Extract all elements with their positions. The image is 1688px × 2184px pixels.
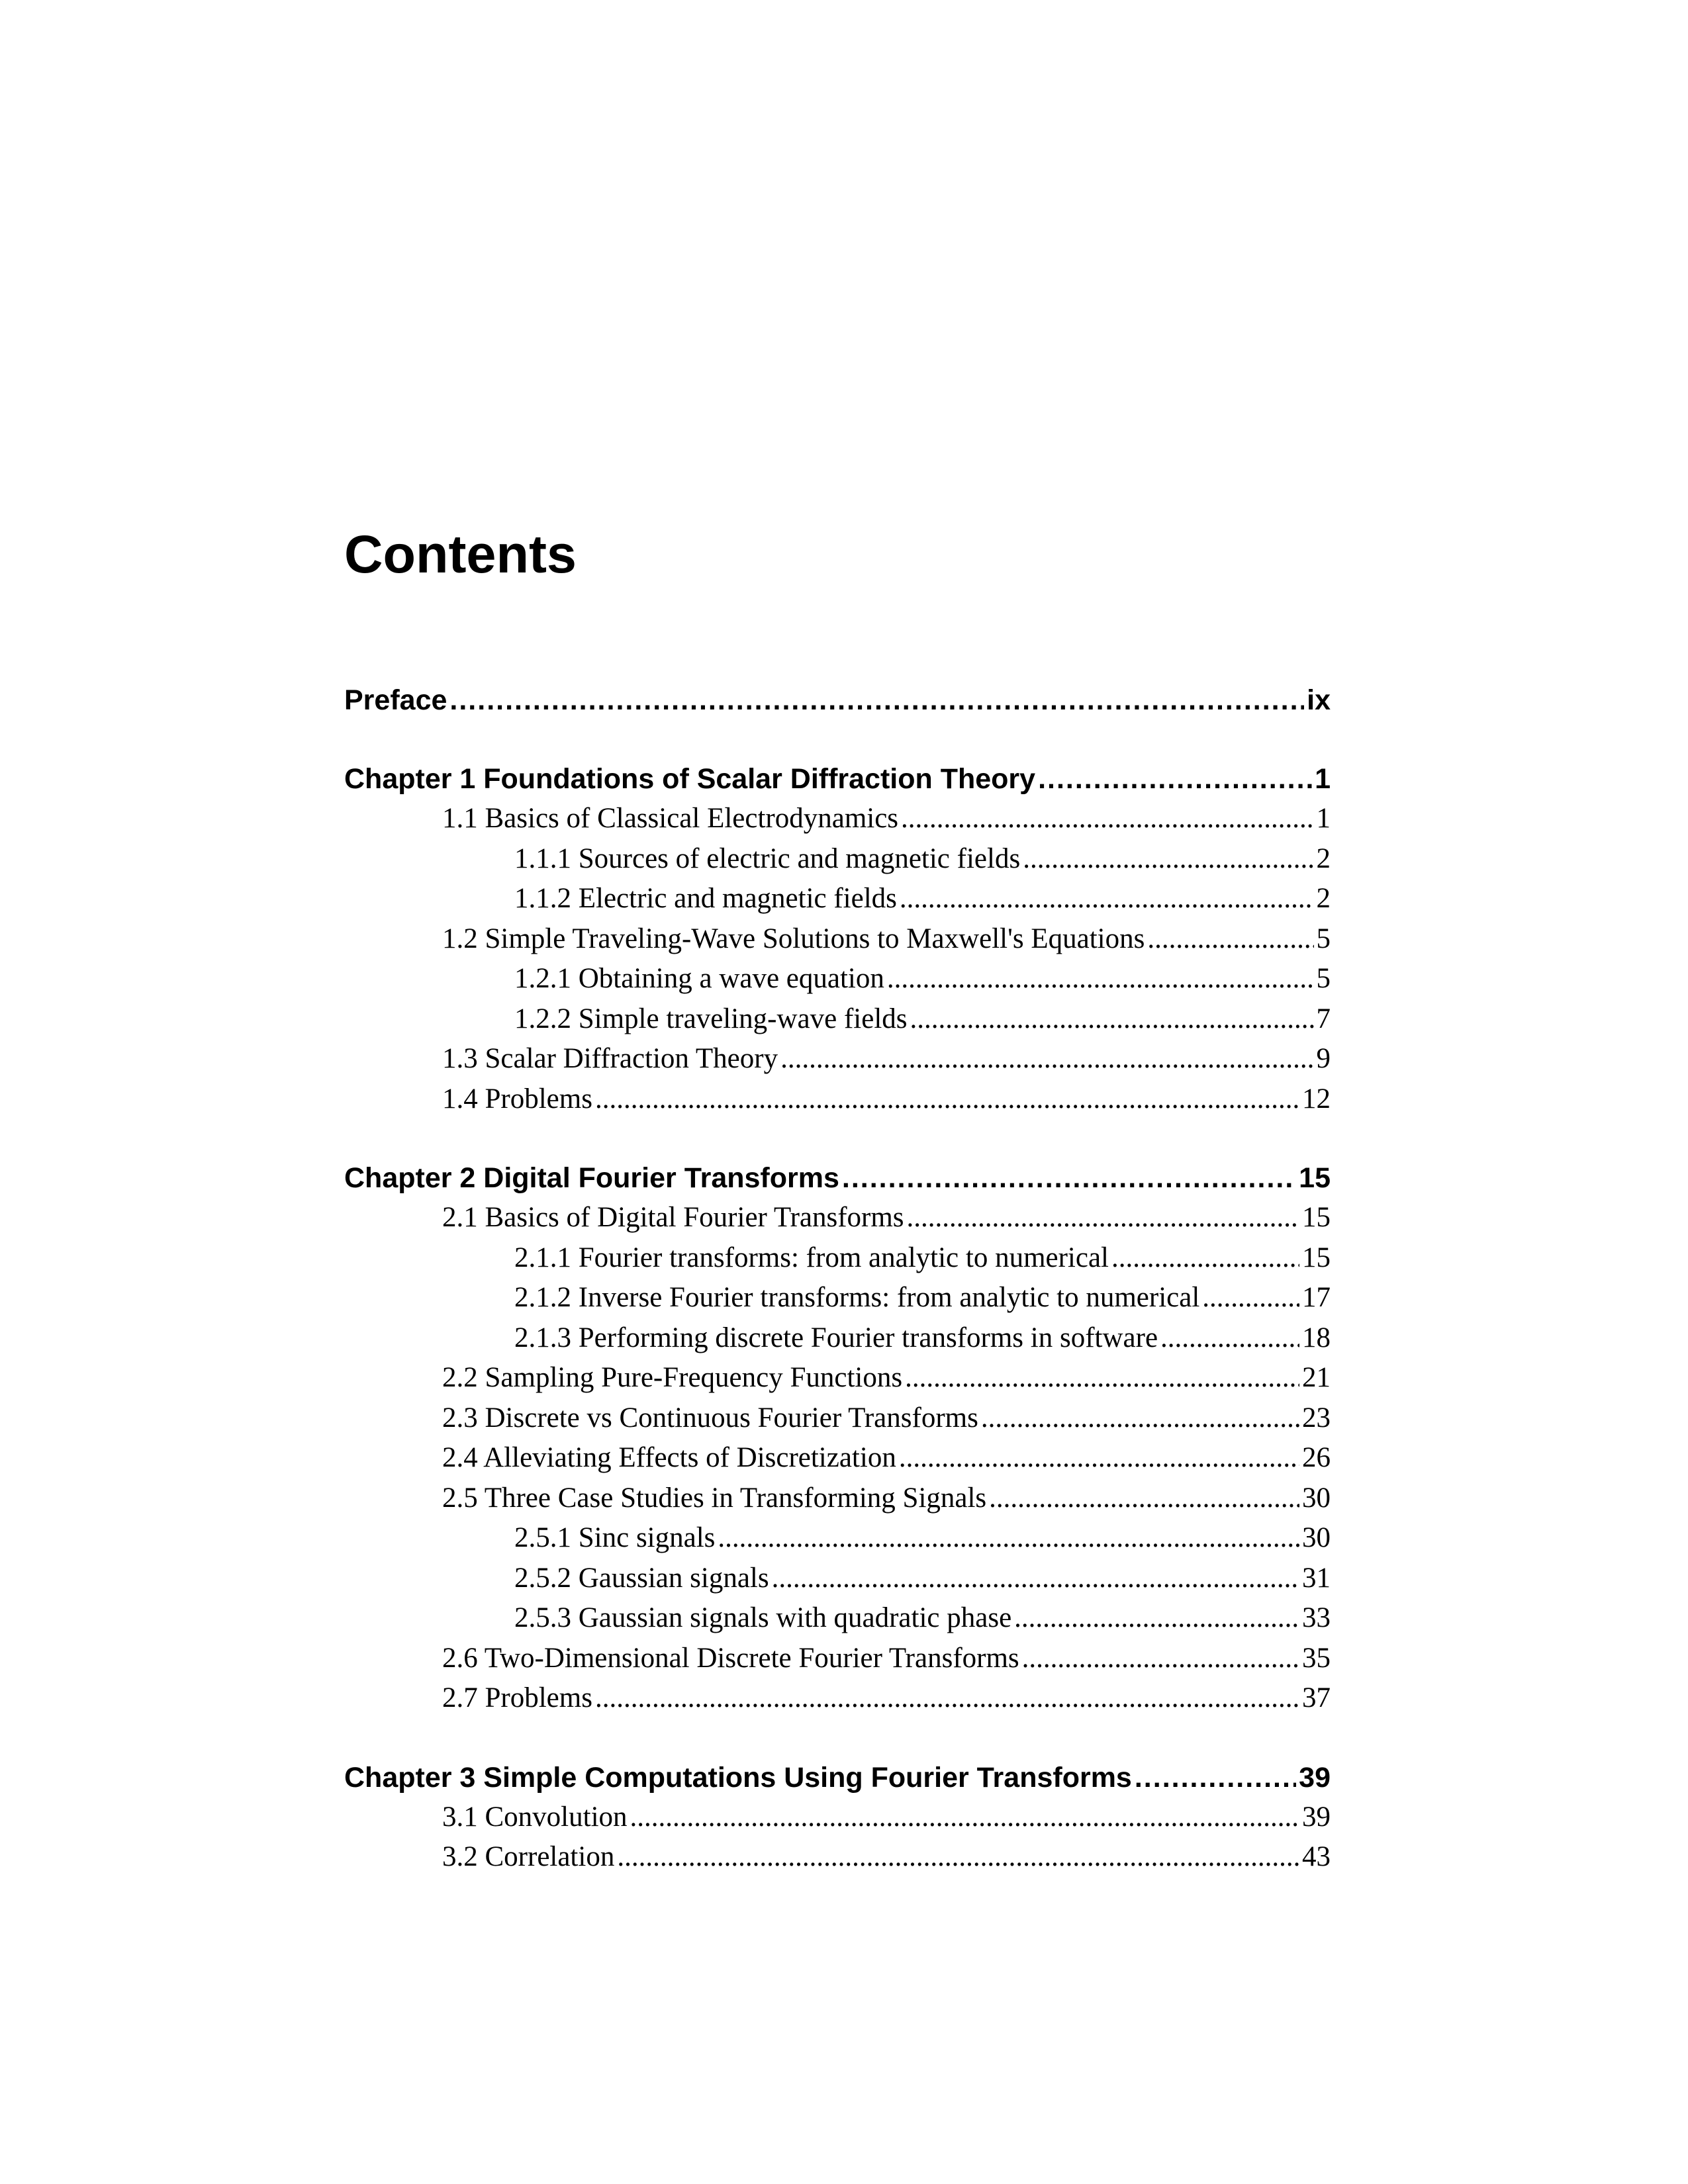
dot-leader xyxy=(1160,1318,1299,1359)
toc-entry-title: 2.1.1 Fourier transforms: from analytic to numerical xyxy=(514,1242,1109,1273)
toc-subsection-2-5-3[interactable] xyxy=(344,1598,1331,1639)
toc-entry-title: 3.2 Correlation xyxy=(442,1841,615,1872)
dot-leader xyxy=(1202,1278,1299,1318)
dot-leader xyxy=(900,879,1314,919)
dot-leader xyxy=(887,959,1314,999)
toc-subsection-1-1-2[interactable] xyxy=(344,879,1331,919)
dot-leader xyxy=(1147,919,1313,960)
dot-leader xyxy=(1014,1598,1299,1639)
dot-leader xyxy=(780,1039,1313,1079)
toc-entry-title: 2.3 Discrete vs Continuous Fourier Transforms xyxy=(442,1402,978,1433)
toc-entry-page: 30 xyxy=(1302,1482,1331,1514)
toc-entry-page: 2 xyxy=(1316,883,1331,914)
toc-subsection-2-5-1[interactable] xyxy=(344,1518,1331,1559)
toc-entry-title: 2.7 Problems xyxy=(442,1682,592,1713)
toc-entry-title: Preface xyxy=(344,684,447,716)
toc-subsection-1-2-1[interactable] xyxy=(344,959,1331,999)
toc-entry-page: 5 xyxy=(1316,963,1331,994)
toc-entry-page: 37 xyxy=(1302,1682,1331,1713)
toc-entry-page: 5 xyxy=(1316,923,1331,954)
toc-section-3-1[interactable] xyxy=(344,1797,1331,1838)
toc-entry-page: 1 xyxy=(1315,763,1331,795)
toc-entry-page: 12 xyxy=(1302,1083,1331,1115)
toc-entry-page: 15 xyxy=(1302,1202,1331,1233)
toc-entry-title: 3.1 Convolution xyxy=(442,1801,628,1833)
toc-entry-title: 1.2.1 Obtaining a wave equation xyxy=(514,963,884,994)
toc-chapter-2[interactable] xyxy=(344,1158,1331,1198)
dot-leader xyxy=(449,680,1304,720)
dot-leader xyxy=(630,1797,1299,1838)
toc-entry-page: 15 xyxy=(1299,1162,1331,1194)
toc-section-1-1[interactable] xyxy=(344,799,1331,839)
toc-section-2-6[interactable] xyxy=(344,1639,1331,1679)
dot-leader xyxy=(772,1559,1299,1599)
spacer xyxy=(344,1719,1331,1758)
toc-entry-title: Chapter 2 Digital Fourier Transforms xyxy=(344,1162,839,1194)
dot-leader xyxy=(842,1158,1296,1198)
toc-entry-page: 26 xyxy=(1302,1442,1331,1473)
toc-section-2-4[interactable] xyxy=(344,1438,1331,1479)
toc-subsection-2-1-2[interactable] xyxy=(344,1278,1331,1318)
toc-subsection-1-1-1[interactable] xyxy=(344,839,1331,880)
toc-entry-page: 17 xyxy=(1302,1282,1331,1313)
toc-section-2-5[interactable] xyxy=(344,1479,1331,1519)
toc-entry-title: 2.1 Basics of Digital Fourier Transforms xyxy=(442,1202,904,1233)
toc-entry-page: 39 xyxy=(1299,1761,1331,1794)
dot-leader xyxy=(1111,1238,1299,1279)
toc-entry-page: 31 xyxy=(1302,1562,1331,1594)
toc-chapter-3[interactable] xyxy=(344,1758,1331,1797)
toc-entry-page: 39 xyxy=(1302,1801,1331,1833)
toc-entry-page: 21 xyxy=(1302,1362,1331,1393)
toc-entry-title: Chapter 1 Foundations of Scalar Diffraction Theory xyxy=(344,763,1036,795)
toc-entry-page: 1 xyxy=(1316,803,1331,834)
toc-entry-page: 30 xyxy=(1302,1522,1331,1553)
dot-leader xyxy=(899,1438,1299,1479)
dot-leader xyxy=(595,1678,1299,1719)
spacer xyxy=(344,1119,1331,1158)
toc-entry-page: 43 xyxy=(1302,1841,1331,1872)
table-of-contents xyxy=(344,680,1331,1878)
toc-entry-page: 2 xyxy=(1316,842,1331,874)
toc-entry-title: 1.4 Problems xyxy=(442,1083,592,1115)
toc-entry-title: 1.1.1 Sources of electric and magnetic fields xyxy=(514,842,1021,874)
toc-subsection-2-1-1[interactable] xyxy=(344,1238,1331,1279)
dot-leader xyxy=(905,1358,1299,1398)
toc-entry-title: 2.5 Three Case Studies in Transforming Signals xyxy=(442,1482,987,1514)
dot-leader xyxy=(981,1398,1299,1439)
toc-entry-title: 2.5.1 Sinc signals xyxy=(514,1522,716,1553)
toc-section-1-4[interactable] xyxy=(344,1079,1331,1120)
dot-leader xyxy=(907,1198,1299,1238)
toc-entry-page: ix xyxy=(1307,684,1331,716)
dot-leader xyxy=(910,999,1314,1040)
toc-entry-title: 2.1.3 Performing discrete Fourier transforms in software xyxy=(514,1322,1158,1353)
toc-chapter-1[interactable] xyxy=(344,759,1331,799)
toc-section-2-1[interactable] xyxy=(344,1198,1331,1238)
dot-leader xyxy=(989,1479,1299,1519)
toc-entry-page: 35 xyxy=(1302,1642,1331,1674)
toc-entry-page: 15 xyxy=(1302,1242,1331,1273)
toc-entry-page: 18 xyxy=(1302,1322,1331,1353)
toc-section-1-2[interactable] xyxy=(344,919,1331,960)
page-title: Contents xyxy=(344,525,577,584)
toc-entry-title: 1.1 Basics of Classical Electrodynamics xyxy=(442,803,899,834)
toc-entry-title: 2.1.2 Inverse Fourier transforms: from analytic to numerical xyxy=(514,1282,1200,1313)
toc-entry-title: Chapter 3 Simple Computations Using Fourier Transforms xyxy=(344,1761,1132,1794)
dot-leader xyxy=(718,1518,1299,1559)
toc-section-3-2[interactable] xyxy=(344,1837,1331,1878)
dot-leader xyxy=(1038,759,1312,799)
toc-entry-title: 2.5.2 Gaussian signals xyxy=(514,1562,769,1594)
toc-entry-title: 2.4 Alleviating Effects of Discretization xyxy=(442,1442,896,1473)
dot-leader xyxy=(617,1837,1299,1878)
toc-subsection-1-2-2[interactable] xyxy=(344,999,1331,1040)
toc-section-1-3[interactable] xyxy=(344,1039,1331,1079)
toc-section-2-3[interactable] xyxy=(344,1398,1331,1439)
toc-entry-page: 33 xyxy=(1302,1602,1331,1633)
dot-leader xyxy=(1135,1758,1296,1797)
toc-entry-title: 2.2 Sampling Pure-Frequency Functions xyxy=(442,1362,903,1393)
dot-leader xyxy=(901,799,1313,839)
toc-section-2-7[interactable] xyxy=(344,1678,1331,1719)
toc-subsection-2-5-2[interactable] xyxy=(344,1559,1331,1599)
toc-section-2-2[interactable] xyxy=(344,1358,1331,1398)
toc-entry-page: 9 xyxy=(1316,1043,1331,1074)
spacer xyxy=(344,720,1331,759)
dot-leader xyxy=(595,1079,1299,1120)
toc-entry-page: 23 xyxy=(1302,1402,1331,1433)
toc-entry-title: 1.2.2 Simple traveling-wave fields xyxy=(514,1003,908,1034)
toc-entry-title: 2.5.3 Gaussian signals with quadratic phase xyxy=(514,1602,1012,1633)
dot-leader xyxy=(1022,1639,1299,1679)
toc-entry-title: 1.1.2 Electric and magnetic fields xyxy=(514,883,897,914)
toc-entry-page: 7 xyxy=(1316,1003,1331,1034)
toc-preface[interactable] xyxy=(344,680,1331,720)
dot-leader xyxy=(1023,839,1313,880)
toc-entry-title: 1.2 Simple Traveling-Wave Solutions to Maxwell's Equations xyxy=(442,923,1145,954)
toc-entry-title: 2.6 Two-Dimensional Discrete Fourier Transforms xyxy=(442,1642,1019,1674)
toc-subsection-2-1-3[interactable] xyxy=(344,1318,1331,1359)
toc-entry-title: 1.3 Scalar Diffraction Theory xyxy=(442,1043,778,1074)
